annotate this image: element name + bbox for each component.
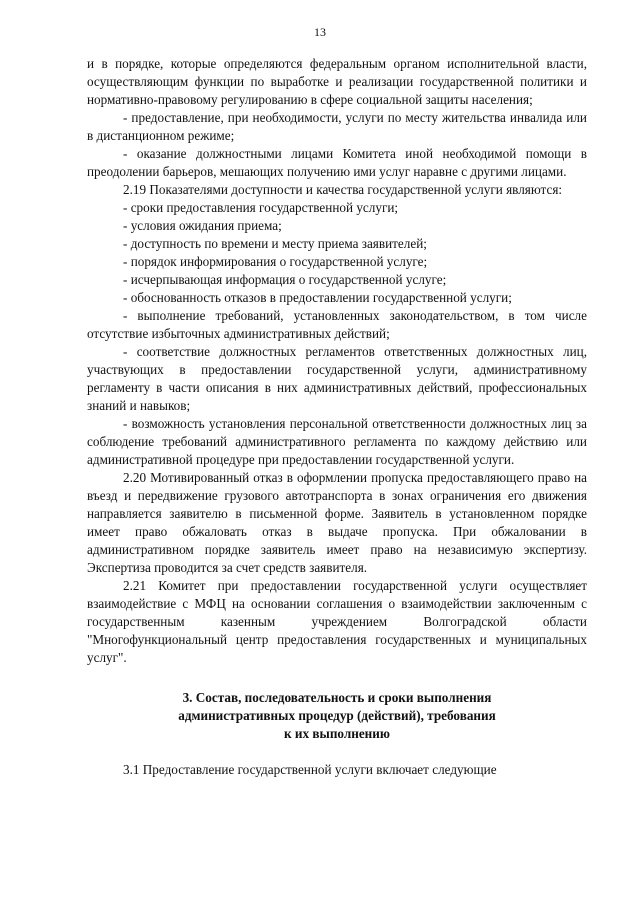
paragraph: 2.20 Мотивированный отказ в оформлении пропуска предоставляющего право на въезд и передвижение грузового автотранспорта в зонах ограничения его движения направляется заявителю в письменной форме. Заявитель в установленном порядке имеет право обжаловать отказ в выдаче пропуска. При обжаловании в административном порядке заявитель имеет право на независимую экспертизу. Экспертиза проводится за счет средств заявителя. [87, 470, 587, 575]
paragraph: 2.21 Комитет при предоставлении государственной услуги осуществляет взаимодействие с МФЦ на основании соглашения о взаимодействии заключенным с государственным казенным учреждением Волгоградской области "Многофункциональный центр предоставления государственных и муниципальных услуг". [87, 578, 587, 665]
list-item: - выполнение требований, установленных законодательством, в том числе отсутствие избыточных административных действий; [87, 308, 587, 341]
list-item: - соответствие должностных регламентов ответственных должностных лиц, участвующих в предоставлении государственной услуги, административному регламенту в части описания в них административных действий, профессиональных знаний и навыков; [87, 344, 587, 413]
list-item: - исчерпывающая информация о государственной услуге; [123, 272, 447, 287]
list-item: - возможность установления персональной ответственности должностных лиц за соблюдение требований административного регламента по каждому действию или административной процедуре при предоставлении государственной услуги. [87, 416, 587, 467]
list-item: - обоснованность отказов в предоставлении государственной услуги; [123, 290, 512, 305]
list-item: - сроки предоставления государственной услуги; [123, 200, 399, 215]
paragraph: 2.19 Показателями доступности и качества государственной услуги являются: [123, 182, 563, 197]
section-heading-line: к их выполнению [284, 726, 390, 741]
section-heading [87, 689, 587, 743]
list-item: - порядок информирования о государственной услуге; [123, 254, 428, 269]
section-heading-line: административных процедур (действий), требования [178, 708, 496, 723]
paragraph: - предоставление, при необходимости, услуги по месту жительства инвалида или в дистанционном режиме; [87, 110, 587, 143]
paragraph: и в порядке, которые определяются федеральным органом исполнительной власти, осуществляющим функции по выработке и реализации государственной политики и нормативно-правовому регулированию в сфере социальной защиты населения; [87, 56, 587, 107]
paragraph: - оказание должностными лицами Комитета иной необходимой помощи в преодолении барьеров, мешающих получению ими услуг наравне с другими лицами. [87, 146, 587, 179]
section-heading-line: 3. Состав, последовательность и сроки выполнения [182, 690, 492, 705]
list-item: - условия ожидания приема; [123, 218, 282, 233]
list-item: - доступность по времени и месту приема заявителей; [123, 236, 427, 251]
page-number: 13 [314, 25, 326, 39]
paragraph: 3.1 Предоставление государственной услуги включает следующие [123, 762, 497, 777]
body-text [87, 55, 587, 779]
